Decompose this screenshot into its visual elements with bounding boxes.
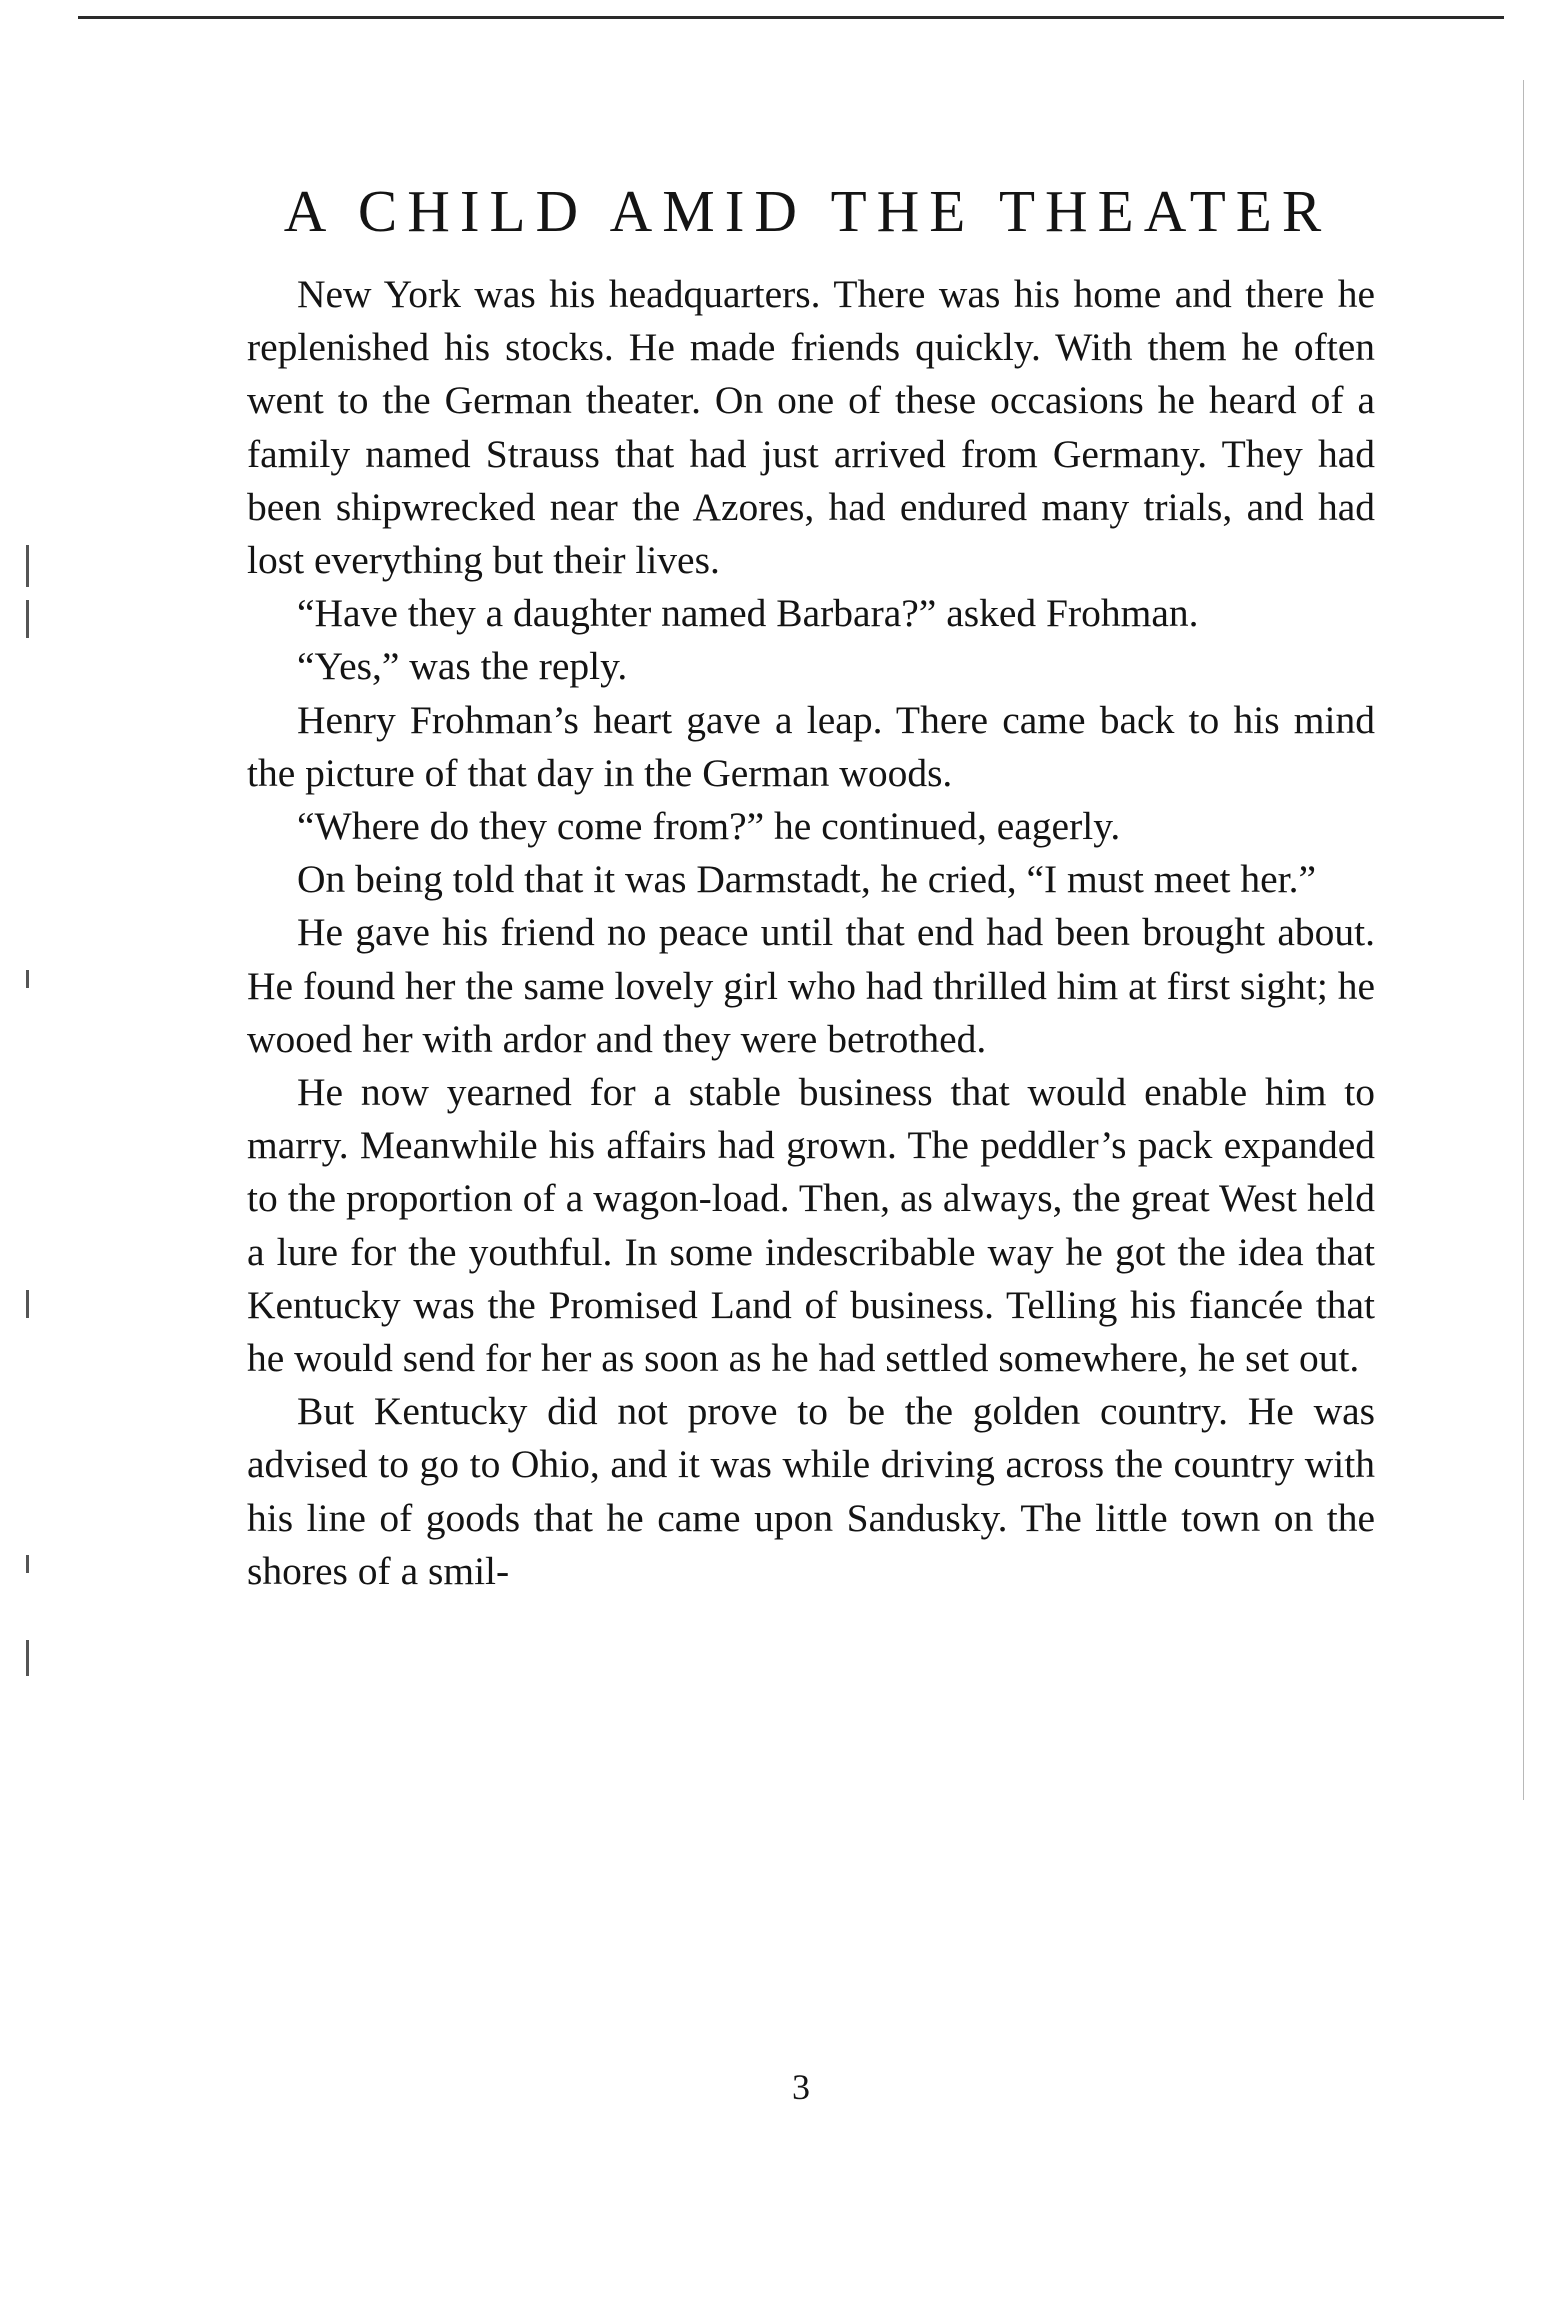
top-rule <box>78 16 1504 19</box>
paragraph: “Yes,” was the reply. <box>297 644 628 689</box>
running-head: A CHILD AMID THE THEATER <box>283 178 1332 244</box>
scan-speck <box>26 1290 29 1318</box>
paragraph: Henry Frohman’s heart gave a leap. There came back to his mind the picture of that day in the German woods. <box>247 697 1375 795</box>
paragraph: “Have they a daughter named Barbara?” asked Frohman. <box>297 591 1199 636</box>
paragraph: New York was his headquarters. There was his home and there he replenished his stocks. He made friends quickly. With them he often went to the German theater. On one of these occasions he heard of a family named Strauss that had just arrived from Germany. They had been shipwrecked near the Azores, had endured many trials, and had lost everything but their lives. <box>247 272 1375 583</box>
scan-speck <box>26 545 29 587</box>
scan-speck <box>26 1555 29 1573</box>
scan-speck <box>26 1640 29 1676</box>
paragraph: He now yearned for a stable business that would enable him to marry. Meanwhile his affairs had grown. The peddler’s pack expanded to the proportion of a wagon-load. Then, as always, the great West held a lure for the youthful. In some indescribable way he got the idea that Kentucky was the Promised Land of business. Telling his fiancée that he would send for her as soon as he had settled somewhere, he set out. <box>247 1070 1375 1381</box>
paragraph: He gave his friend no peace until that end had been brought about. He found her the same lovely girl who had thrilled him at first sight; he wooed her with ardor and they were betrothed. <box>247 910 1375 1061</box>
scan-speck <box>26 970 29 988</box>
paragraph: But Kentucky did not prove to be the golden country. He was advised to go to Ohio, and it was while driving across the country with his line of goods that he came upon Sandusky. The little town on the shores of a smil- <box>247 1389 1375 1593</box>
paragraph: On being told that it was Darmstadt, he cried, “I must meet her.” <box>297 857 1317 902</box>
paragraph: “Where do they come from?” he continued, eagerly. <box>297 804 1121 849</box>
page-number: 3 <box>792 2067 810 2107</box>
scan-speck <box>26 600 29 638</box>
body-text <box>247 268 1375 1598</box>
right-binding-edge <box>1523 80 1524 1800</box>
